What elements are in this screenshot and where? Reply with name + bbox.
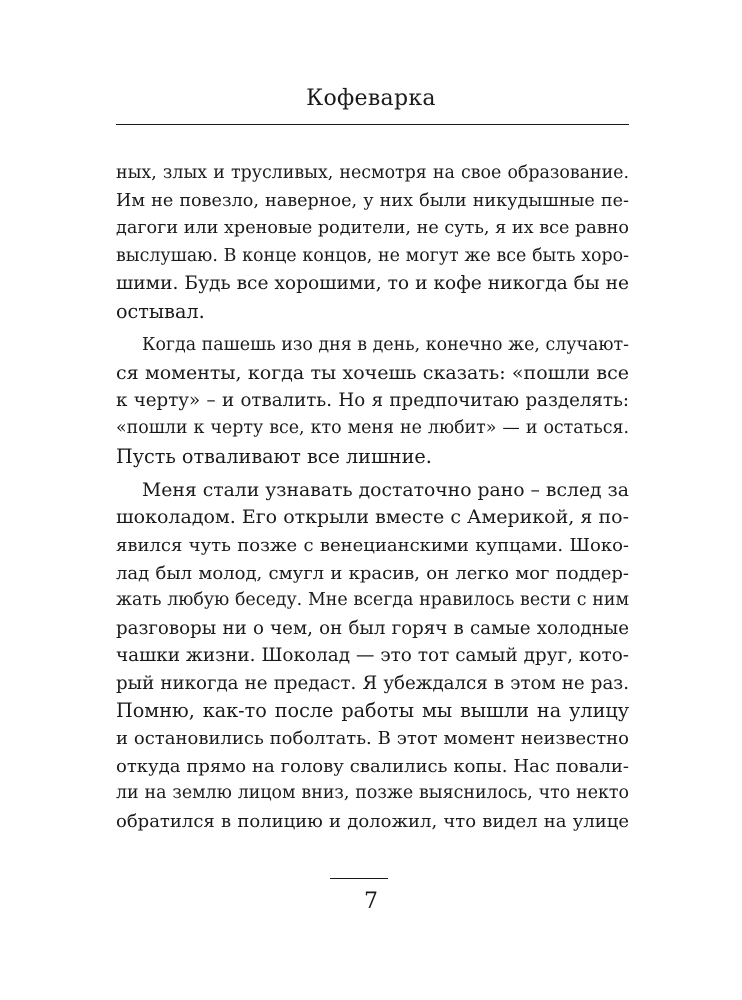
text-line: явился чуть позже с венецианскими купцами. Шоко- <box>116 534 629 556</box>
text-line: ся моменты, когда ты хочешь сказать: «пошли все <box>116 361 629 384</box>
text-line: разговоры ни о чем, он был горяч в самые холодные <box>116 617 629 639</box>
paragraph-gap <box>116 326 629 333</box>
text-line: обратился в полицию и доложил, что видел на улице <box>116 810 629 832</box>
text-line: Когда пашешь изо дня в день, конечно же, случают- <box>142 335 629 356</box>
running-head: Кофеварка <box>306 86 436 111</box>
text-line: лад был молод, смугл и красив, он легко мог поддер- <box>116 562 629 584</box>
paragraph-gap <box>116 470 629 477</box>
text-line: шоколадом. Его открыли вместе с Америкой, я по- <box>116 506 629 529</box>
text-line: шими. Будь все хорошими, то и кофе никогда бы не <box>116 273 629 295</box>
text-line: дагоги или хреновые родители, не суть, я их все равно <box>116 218 629 239</box>
text-line: и остановились поболтать. В этот момент неизвестно <box>116 728 629 750</box>
text-line: жать любую беседу. Мне всегда нравилось вести с ним <box>116 590 629 611</box>
text-line: «пошли к черту все, кто меня не любит» — и остаться. <box>116 417 629 438</box>
paragraph <box>116 160 629 326</box>
text-line: Пусть отваливают все лишние. <box>116 444 432 468</box>
text-line: Помню, как-то после работы мы вышли на улицу <box>116 699 629 723</box>
text-line: ли на землю лицом вниз, позже выяснилось, что некто <box>116 783 629 804</box>
text-line: ных, злых и трусливых, несмотря на свое образование. <box>116 163 629 183</box>
body-text <box>116 160 629 835</box>
text-line: Меня стали узнавать достаточно рано – вслед за <box>142 479 629 501</box>
text-line: откуда прямо на голову свалились копы. Нас повали- <box>116 755 629 777</box>
text-line: чашки жизни. Шоколад — это тот самый друг, кото- <box>116 645 629 667</box>
page-number: 7 <box>364 889 378 914</box>
text-line: к черту» – и отвалить. Но я предпочитаю разделять: <box>116 390 629 412</box>
text-line: Им не повезло, наверное, у них были никудышные пе- <box>116 190 629 211</box>
folio-rule <box>330 878 388 879</box>
text-line: выслушаю. В конце концов, не могут же все быть хоро- <box>116 245 629 266</box>
header-rule <box>116 124 629 125</box>
text-line: рый никогда не предаст. Я убеждался в этом не раз. <box>116 672 629 694</box>
paragraph <box>116 332 629 470</box>
text-line: остывал. <box>116 299 205 323</box>
paragraph <box>116 477 629 836</box>
